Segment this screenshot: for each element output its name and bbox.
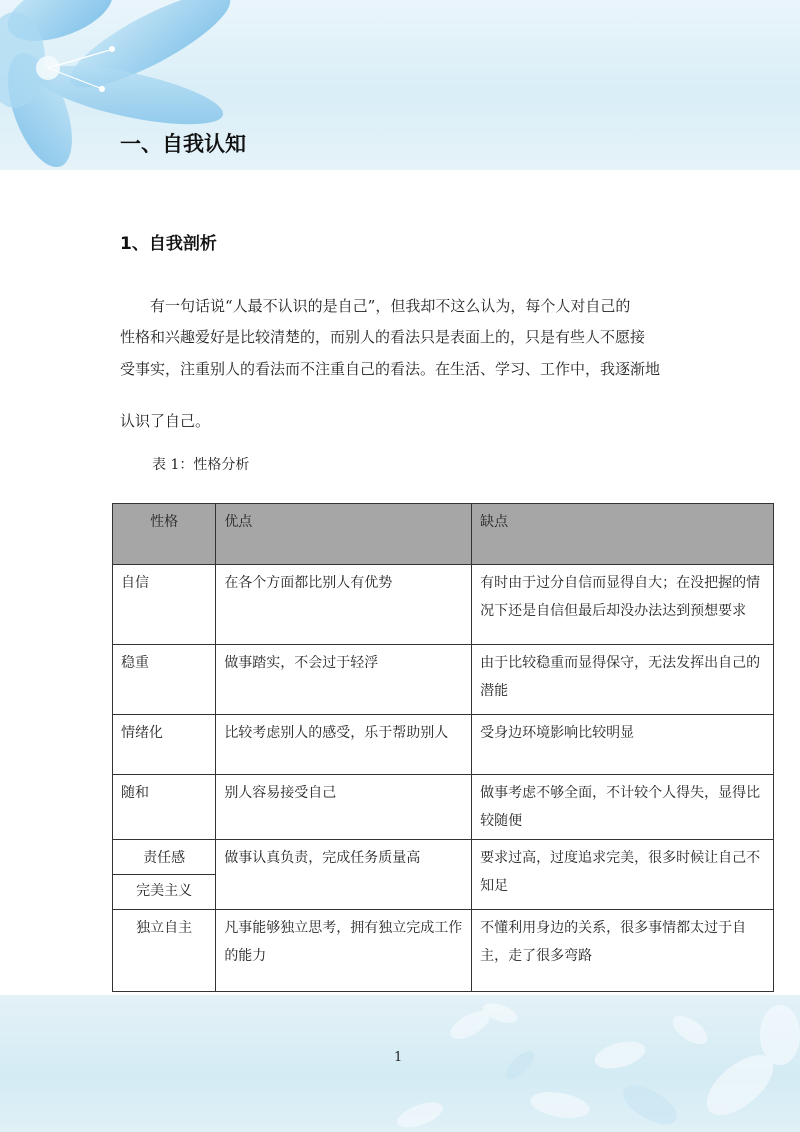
con-cell: 由于比较稳重而显得保守，无法发挥出自己的潜能 xyxy=(472,645,774,715)
pro-cell: 做事踏实，不会过于轻浮 xyxy=(216,645,472,715)
header-pros: 优点 xyxy=(216,504,472,565)
table-row xyxy=(113,565,774,645)
pro-cell: 别人容易接受自己 xyxy=(216,775,472,840)
table-caption: 表 1：性格分析 xyxy=(152,457,250,473)
page-number: 1 xyxy=(394,1050,403,1065)
section-title: 一、自我认知 xyxy=(120,132,246,156)
paragraph-line: 有一句话说“人最不认识的是自己”，但我却不这么认为，每个人对自己的 xyxy=(150,297,631,315)
paragraph-line: 认识了自己。 xyxy=(120,412,211,430)
con-cell: 有时由于过分自信而显得自大；在没把握的情况下还是自信但最后却没办法达到预想要求 xyxy=(472,565,774,645)
paragraph-line: 受事实，注重别人的看法而不注重自己的看法。在生活、学习、工作中，我逐渐地 xyxy=(120,360,661,378)
con-cell: 做事考虑不够全面，不计较个人得失，显得比较随便 xyxy=(472,775,774,840)
pro-cell: 在各个方面都比别人有优势 xyxy=(216,565,472,645)
con-cell: 要求过高，过度追求完美，很多时候让自己不知足 xyxy=(472,840,774,910)
con-cell: 受身边环境影响比较明显 xyxy=(472,715,774,775)
trait-perfectionism: 完美主义 xyxy=(136,883,193,899)
subsection-title: 1、自我剖析 xyxy=(120,234,217,254)
table-row xyxy=(113,645,774,715)
trait-cell: 稳重 xyxy=(113,645,216,715)
trait-cell: 随和 xyxy=(113,775,216,840)
con-cell: 不懂利用身边的关系，很多事情都太过于自主，走了很多弯路 xyxy=(472,910,774,992)
pro-cell: 比较考虑别人的感受，乐于帮助别人 xyxy=(216,715,472,775)
trait-cell xyxy=(113,840,216,910)
trait-cell: 自信 xyxy=(113,565,216,645)
table-header-row xyxy=(113,504,774,565)
table-row xyxy=(113,715,774,775)
pro-cell: 做事认真负责，完成任务质量高 xyxy=(216,840,472,910)
table-row xyxy=(113,775,774,840)
table-row xyxy=(113,840,774,910)
trait-responsibility: 责任感 xyxy=(113,844,215,875)
paragraph-line: 性格和兴趣爱好是比较清楚的，而别人的看法只是表面上的，只是有些人不愿接 xyxy=(120,328,646,346)
pro-cell: 凡事能够独立思考，拥有独立完成工作的能力 xyxy=(216,910,472,992)
trait-cell: 独立自主 xyxy=(113,910,216,992)
personality-table xyxy=(112,503,774,992)
header-trait: 性格 xyxy=(113,504,216,565)
table-row xyxy=(113,910,774,992)
trait-cell: 情绪化 xyxy=(113,715,216,775)
header-cons: 缺点 xyxy=(472,504,774,565)
